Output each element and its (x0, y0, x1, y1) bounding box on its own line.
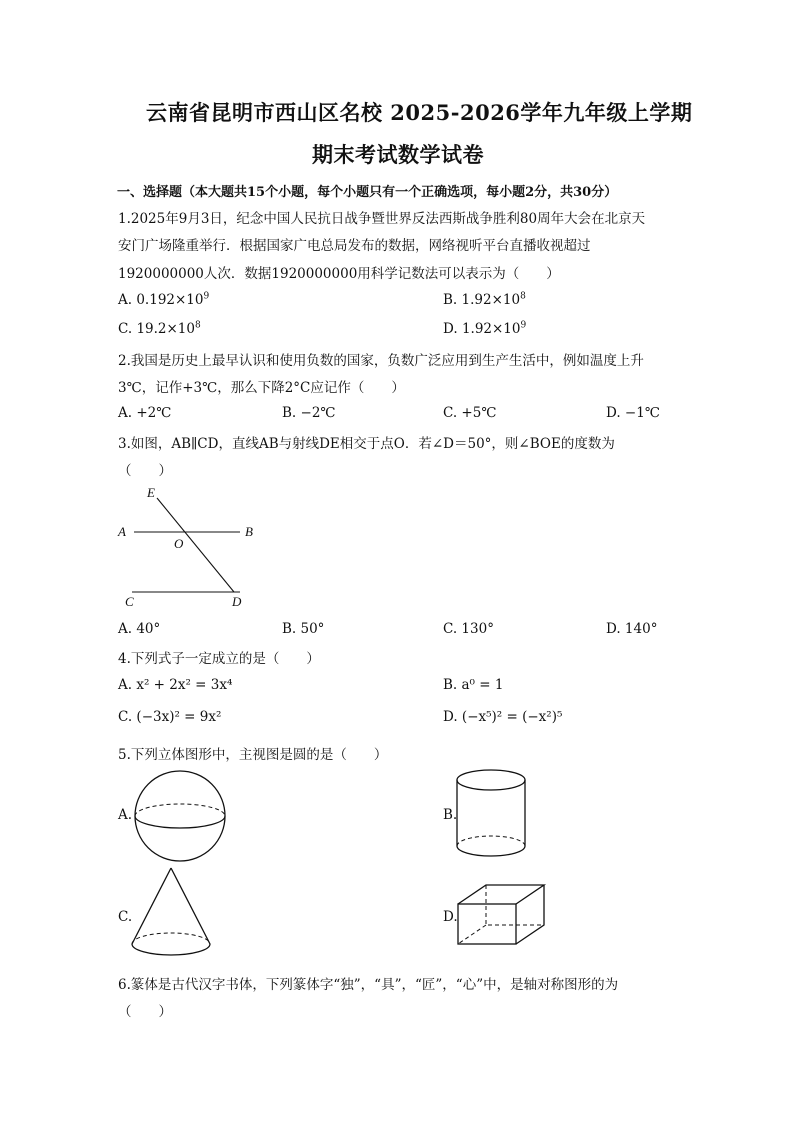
q2-option-d[interactable]: D. −1℃ (606, 405, 660, 421)
q1-option-d[interactable]: D. $1.92\times 10^9$ (443, 320, 527, 337)
q1-text-line3: 1920000000人次．数据1920000000用科学记数法可以表示为（ ） (118, 266, 560, 282)
q5-option-c-label[interactable]: C. (118, 909, 133, 925)
q1-option-c[interactable]: C. $19.2\times 10^8$ (118, 320, 201, 337)
label-o: O (174, 536, 184, 551)
q4-option-b[interactable]: B. a⁰ = 1 (443, 677, 504, 693)
q1-text-line2: 安门广场隆重举行．根据国家广电总局发布的数据，网络视听平台直播收视超过 (118, 238, 591, 254)
q3-option-a[interactable]: A. 40° (118, 621, 161, 637)
q1-text-line1: 1.2025年9月3日，纪念中国人民抗日战争暨世界反法西斯战争胜利80周年大会在北京天 (118, 211, 646, 227)
q2-text-line1: 2.我国是历史上最早认识和使用负数的国家，负数广泛应用到生产生活中，例如温度上升 (118, 353, 644, 369)
q3-option-c[interactable]: C. 130° (443, 621, 494, 637)
cylinder-figure[interactable] (455, 768, 527, 860)
exam-title-line2: 期末考试数学试卷 (312, 142, 484, 167)
exam-title-line1: 云南省昆明市西山区名校 2025-2026学年九年级上学期 (146, 100, 693, 125)
cone-figure[interactable] (130, 866, 212, 962)
ray-de (157, 498, 234, 592)
q4-option-a[interactable]: A. x² + 2x² = 3x⁴ (118, 677, 233, 693)
q2-option-b[interactable]: B. −2℃ (282, 405, 336, 421)
sphere-figure[interactable] (130, 766, 230, 866)
q3-option-d[interactable]: D. 140° (606, 621, 658, 637)
q5-text-line1: 5.下列立体图形中，主视图是圆的是（ ） (118, 747, 388, 763)
q2-text-line2: 3℃，记作+3℃，那么下降2°C应记作（ ） (118, 380, 405, 396)
label-d: D (232, 594, 242, 609)
q4-option-d[interactable]: D. (−x⁵)² = (−x²)⁵ (443, 709, 563, 725)
label-b: B (245, 524, 253, 539)
q5-option-a-label[interactable]: A. (118, 807, 133, 823)
q5-option-d-label[interactable]: D. (443, 909, 458, 925)
q6-text-line2: （ ） (118, 1004, 172, 1020)
q4-text-line1: 4.下列式子一定成立的是（ ） (118, 651, 320, 667)
q3-text-line2: （ ） (118, 463, 172, 479)
q4-option-c[interactable]: C. (−3x)² = 9x² (118, 709, 222, 725)
q1-option-a[interactable]: A. $0.192\times 10^9$ (118, 291, 210, 308)
cuboid-figure[interactable] (455, 882, 547, 948)
q2-option-a[interactable]: A. +2℃ (118, 405, 172, 421)
q2-option-c[interactable]: C. +5℃ (443, 405, 497, 421)
q3-figure (110, 480, 260, 615)
q6-text-line1: 6.篆体是古代汉字书体，下列篆体字“独”，“具”，“匠”，“心”中，是轴对称图形的为 (118, 977, 619, 993)
q3-option-b[interactable]: B. 50° (282, 621, 325, 637)
q5-option-b-label[interactable]: B. (443, 807, 458, 823)
label-c: C (125, 594, 134, 609)
section-heading: 一、选择题（本大题共15个小题，每个小题只有一个正确选项，每小题2分，共30分） (117, 185, 618, 200)
q3-text-line1: 3.如图，AB∥CD，直线AB与射线DE相交于点O．若∠D＝50°，则∠BOE的度数为 (118, 436, 615, 452)
label-e: E (147, 485, 155, 500)
label-a: A (118, 524, 126, 539)
q1-option-b[interactable]: B. $1.92\times 10^8$ (443, 291, 526, 308)
